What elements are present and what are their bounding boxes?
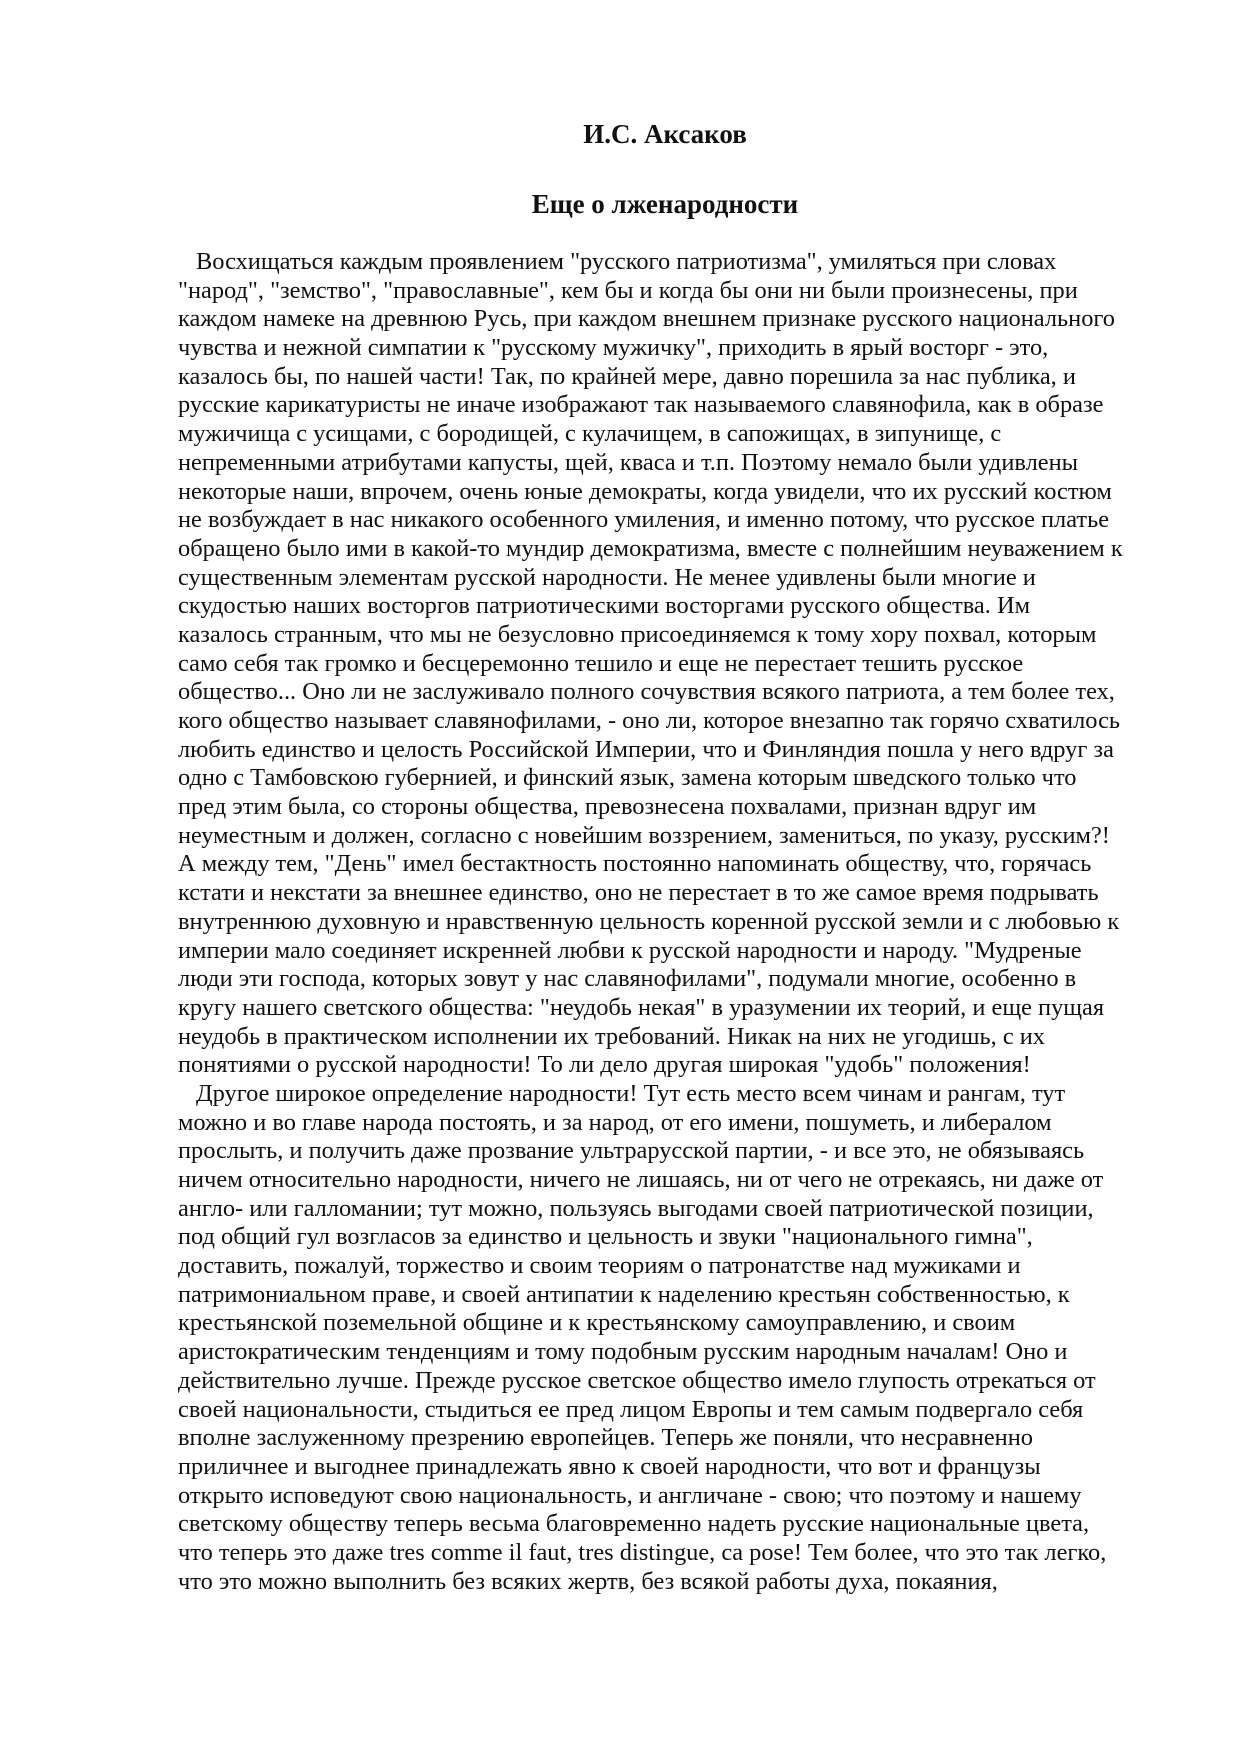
- text-line: патримониальном праве, и своей антипатии к наделению крестьян собственностью, к: [178, 1280, 1070, 1308]
- text-line: внутреннюю духовную и нравственную цельность коренной русской земли и с любовью к: [178, 907, 1120, 935]
- text-line: действительно лучше. Прежде русское светское общество имело глупость отрекаться от: [178, 1366, 1096, 1394]
- text-line: не возбуждает в нас никакого особенного умиления, и именно потому, что русское платье: [178, 506, 1110, 534]
- text-line: Другое широкое определение народности! Тут есть место всем чинам и рангам, тут: [196, 1079, 1066, 1107]
- text-line: "народ", "земство", "православные", кем бы и когда бы они ни были произнесены, при: [178, 276, 1078, 304]
- text-line: пред этим была, со стороны общества, превознесена похвалами, признан вдруг им: [178, 793, 1037, 821]
- text-line: каждом намеке на древнюю Русь, при каждом внешнем признаке русского национального: [178, 305, 1115, 333]
- text-line: что это можно выполнить без всяких жертв, без всякой работы духа, покаяния,: [178, 1567, 998, 1595]
- text-line: понятиями о русской народности! То ли дело другая широкая "удобь" положения!: [178, 1051, 1031, 1079]
- text-line: скудостью наших восторгов патриотическими восторгами русского общества. Им: [178, 592, 1031, 620]
- text-line: открыто исповедуют свою национальность, и англичане - свою; что поэтому и нашему: [178, 1481, 1082, 1509]
- text-line: некоторые наши, впрочем, очень юные демократы, когда увидели, что их русский костюм: [178, 477, 1112, 505]
- text-line: аристократическим тенденциям и тому подобным русским народным началам! Оно и: [178, 1338, 1068, 1366]
- text-line: само себя так громко и бесцеремонно тешило и еще не перестает тешить русское: [178, 649, 1024, 677]
- paragraph: [178, 1080, 1148, 1596]
- paragraph: [178, 248, 1148, 1080]
- text-line: доставить, пожалуй, торжество и своим теориям о патронатстве над мужиками и: [178, 1252, 1021, 1280]
- text-line: кого общество называет славянофилами, - оно ли, которое внезапно так горячо схватилось: [178, 707, 1121, 734]
- text-line: неудобь в практическом исполнении их требований. Никак на них не угодишь, с их: [178, 1022, 1045, 1050]
- text-line: англо- или галломании; тут можно, пользуясь выгодами своей патриотической позиции,: [178, 1194, 1094, 1222]
- text-line: существенным элементам русской народности. Не менее удивлены были многие и: [178, 563, 1036, 591]
- text-line: Восхищаться каждым проявлением "русского патриотизма", умиляться при словах: [196, 248, 1057, 275]
- text-line: крестьянской поземельной общине и к крестьянскому самоуправлению, и своим: [178, 1309, 1016, 1337]
- text-line: казалось странным, что мы не безусловно присоединяемся к тому хору похвал, которым: [178, 620, 1097, 648]
- text-line: одно с Тамбовскою губернией, и финский язык, замена которым шведского только что: [178, 764, 1077, 792]
- text-line: мужичища с усищами, с бородищей, с кулачищем, в сапожищах, в зипунище, с: [178, 420, 1002, 448]
- text-line: обращено было ими в какой-то мундир демократизма, вместе с полнейшим неуважением к: [178, 534, 1123, 562]
- text-line: империи мало соединяет искренней любви к русской народности и народу. "Мудреные: [178, 936, 1082, 964]
- author-heading: И.С. Аксаков: [583, 119, 747, 149]
- text-line: кстати и некстати за внешнее единство, оно не перестает в то же самое время подрывать: [178, 879, 1099, 907]
- text-line: кругу нашего светского общества: "неудобь некая" в уразумении их теорий, и еще пущая: [178, 993, 1105, 1021]
- text-line: своей национальности, стыдиться ее пред лицом Европы и тем самым подвергало себя: [178, 1395, 1084, 1423]
- text-line: светскому обществу теперь весьма благовременно надеть русские национальные цвета,: [178, 1510, 1090, 1538]
- text-line: что теперь это даже tres comme il faut, tres distingue, ca pose! Тем более, что это так легко,: [178, 1538, 1107, 1566]
- text-line: русские карикатуристы не иначе изображают так называемого славянофила, как в образе: [178, 391, 1104, 419]
- text-line: непременными атрибутами капусты, щей, кваса и т.п. Поэтому немало были удивлены: [178, 448, 1079, 476]
- article-title: Еще о лженародности: [531, 189, 799, 219]
- text-line: под общий гул возгласов за единство и цельность и звуки "национального гимна",: [178, 1223, 1033, 1251]
- text-line: А между тем, "День" имел бестактность постоянно напоминать обществу, что, горячась: [178, 850, 1092, 878]
- text-line: казалось бы, по нашей части! Так, по крайней мере, давно порешила за нас публика, и: [178, 362, 1076, 390]
- text-line: ничем относительно народности, ничего не лишаясь, ни от чего не отрекаясь, ни даже от: [178, 1166, 1104, 1193]
- text-line: неуместным и должен, согласно с новейшим воззрением, замениться, по указу, русским?!: [178, 821, 1110, 849]
- article-body: [178, 248, 1148, 1596]
- text-line: чувства и нежной симпатии к "русскому мужичку", приходить в ярый восторг - это,: [178, 334, 1049, 362]
- text-line: люди эти господа, которых зовут у нас славянофилами", подумали многие, особенно в: [178, 965, 1077, 993]
- text-line: можно и во главе народа постоять, и за народ, от его имени, пошуметь, и либералом: [178, 1108, 1052, 1136]
- text-line: прослыть, и получить даже прозвание ультрарусской партии, - и все это, не обязываясь: [178, 1137, 1085, 1165]
- text-line: приличнее и выгоднее принадлежать явно к своей народности, что вот и французы: [178, 1452, 1041, 1480]
- text-line: любить единство и целость Российской Империи, что и Финляндия пошла у него вдруг за: [178, 735, 1114, 763]
- text-line: вполне заслуженному презрению европейцев. Теперь же поняли, что несравненно: [178, 1424, 1033, 1452]
- text-line: общество... Оно ли не заслуживало полного сочувствия всякого патриота, а тем более тех,: [178, 678, 1115, 706]
